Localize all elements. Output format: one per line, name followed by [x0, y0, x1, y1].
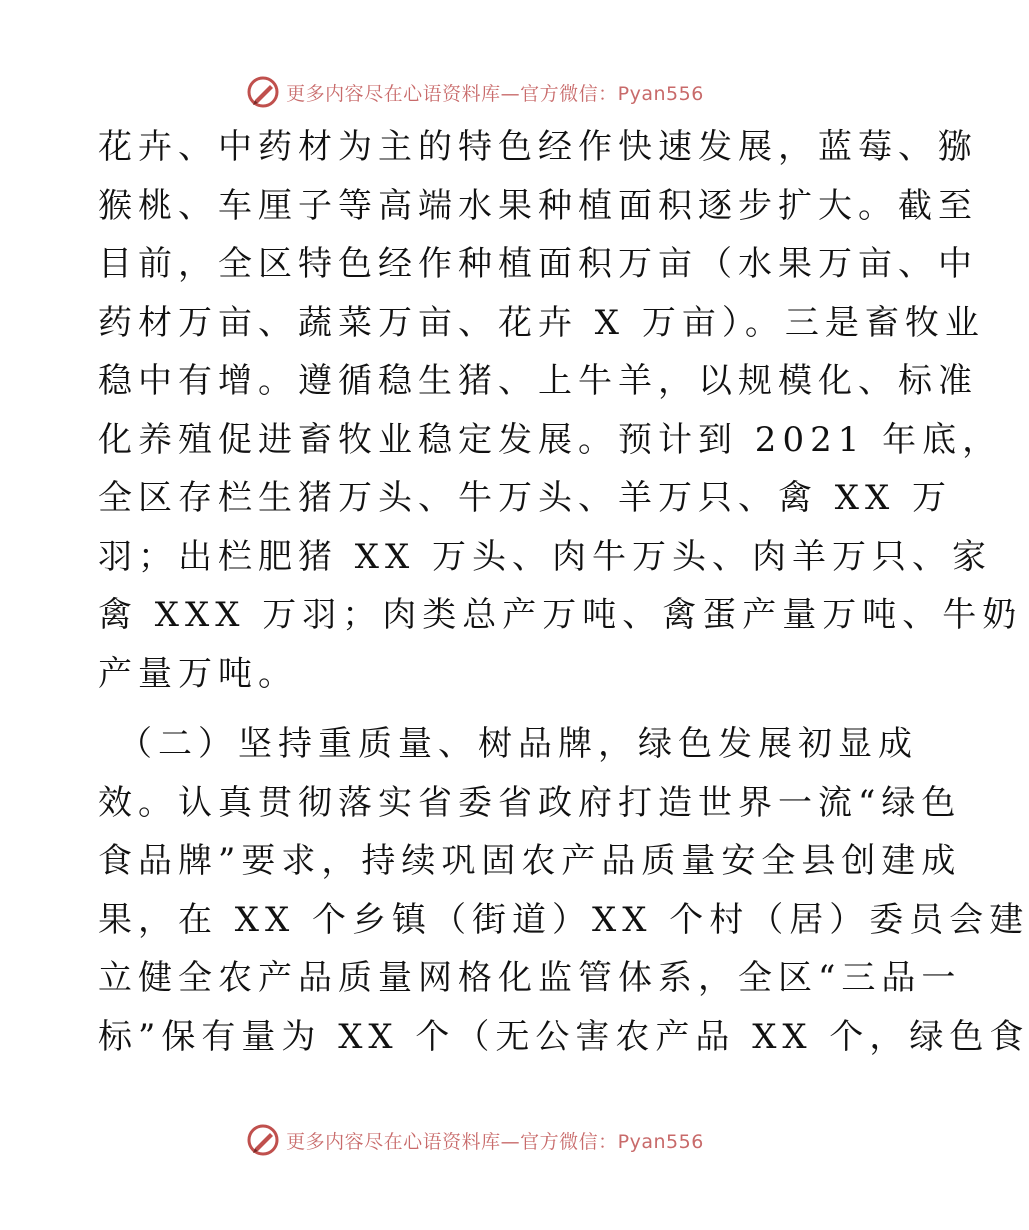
text-line: 立健全农产品质量网格化监管体系，全区“三品一	[98, 958, 962, 998]
text-line: 产量万吨。	[98, 653, 298, 694]
section-heading-line: （二）坚持重质量、树品牌，绿色发展初显成	[118, 724, 918, 764]
text-line: 禽 XXX 万羽；肉类总产万吨、禽蛋产量万吨、牛奶	[98, 595, 1023, 635]
text-line: 猴桃、车厘子等高端水果种植面积逐步扩大。截至	[98, 185, 978, 226]
pen-logo-icon	[246, 1123, 280, 1157]
text-line: 标”保有量为 XX 个（无公害农产品 XX 个，绿色食	[98, 1016, 1029, 1057]
text-line: 花卉、中药材为主的特色经作快速发展，蓝莓、猕	[98, 127, 978, 167]
text-line: 效。认真贯彻落实省委省政府打造世界一流“绿色	[98, 782, 962, 823]
text-line: 羽；出栏肥猪 XX 万头、肉牛万头、肉羊万只、家	[98, 536, 993, 577]
text-line: 全区存栏生猪万头、牛万头、羊万只、禽 XX 万	[98, 478, 953, 518]
footer-watermark-text: 更多内容尽在心语资料库—官方微信：Pyan556	[286, 1130, 704, 1153]
text-line: 食品牌”要求，持续巩固农产品质量安全县创建成	[98, 841, 962, 881]
document-body	[98, 118, 1029, 1066]
paragraph-livestock	[98, 118, 1023, 703]
text-line: 果，在 XX 个乡镇（街道）XX 个村（居）委员会建	[98, 899, 1029, 940]
text-line: 化养殖促进畜牧业稳定发展。预计到 2021 年底，	[98, 419, 1003, 460]
paragraph-green-development	[98, 715, 1029, 1066]
paragraph-gap	[98, 703, 858, 715]
text-line: 药材万亩、蔬菜万亩、花卉 X 万亩）。三是畜牧业	[98, 302, 985, 343]
text-line: 稳中有增。遵循稳生猪、上牛羊，以规模化、标准	[98, 361, 978, 401]
header-watermark	[0, 72, 950, 112]
footer-watermark	[0, 1120, 950, 1160]
header-watermark-text: 更多内容尽在心语资料库—官方微信：Pyan556	[286, 82, 704, 105]
pen-logo-icon	[246, 75, 280, 109]
text-line: 目前，全区特色经作种植面积万亩（水果万亩、中	[98, 244, 978, 284]
